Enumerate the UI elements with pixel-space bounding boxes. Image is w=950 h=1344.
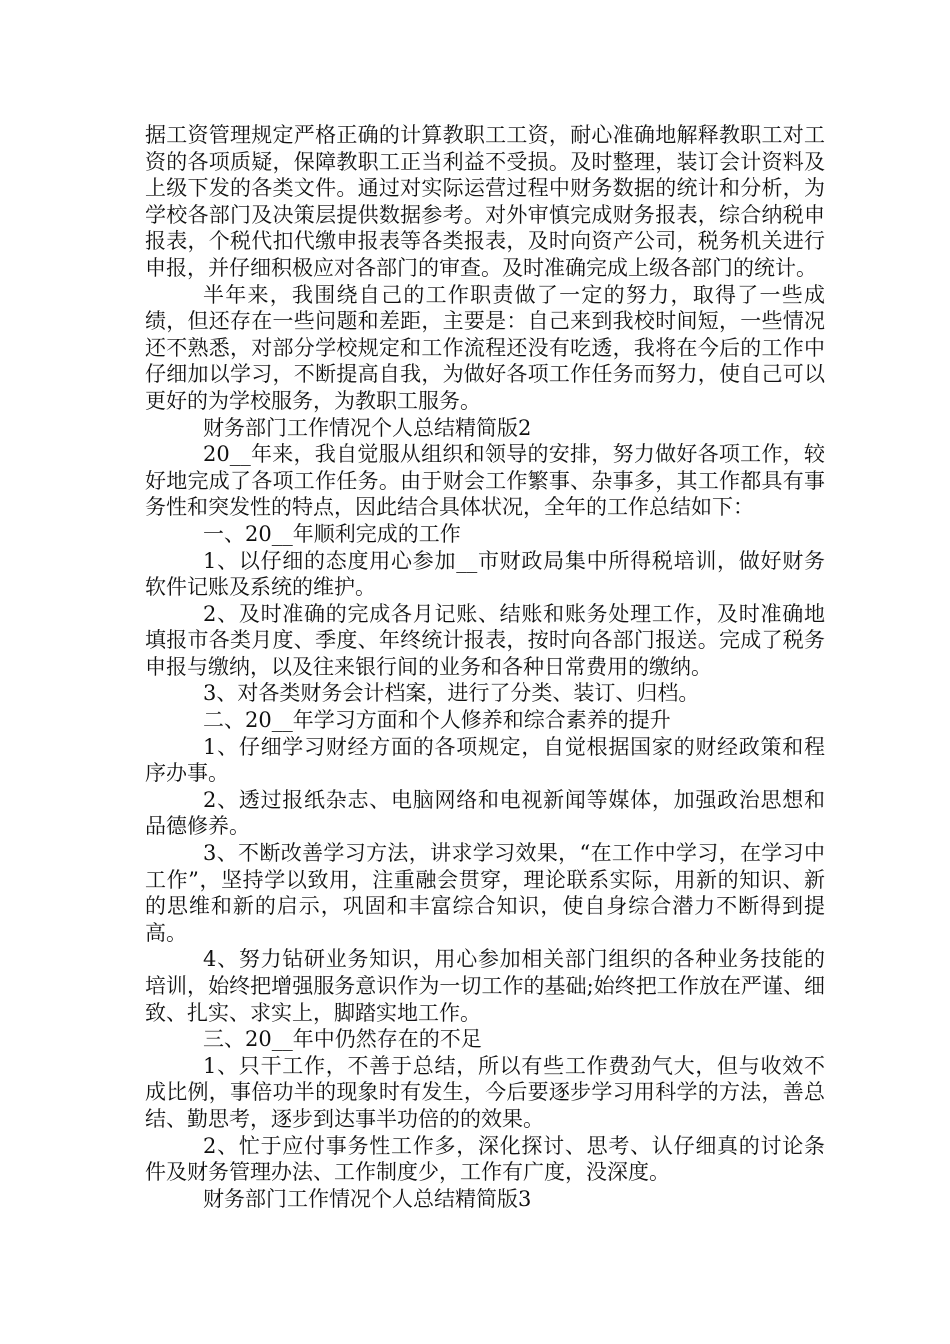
list-item-completed-1: 1、以仔细的态度用心参加__市财政局集中所得税培训，做好财务软件记账及系统的维护。 [145,548,825,600]
subheading-learning: 二、20__年学习方面和个人修养和综合素养的提升 [203,708,671,733]
paragraph-intro: 20__年来，我自觉服从组织和领导的安排，努力做好各项工作，较好地完成了各项工作任务。由于财会工作繁事、杂事多，其工作都具有事务性和突发性的特点，因此结合具体状况，全年的工作总结如下： [145,442,825,520]
list-item-shortcoming-1: 1、只干工作，不善于总结，所以有些工作费劲气大，但与收效不成比例，事倍功半的现象时有发生，今后要逐步学习用科学的方法，善总结、勤思考，逐步到达事半功倍的的效果。 [145,1053,825,1131]
list-item-learning-3: 3、不断改善学习方法，讲求学习效果，“在工作中学习，在学习中工作”，坚持学以致用，注重融会贯穿，理论联系实际，用新的知识、新的思维和新的启示，巩固和丰富综合知识，使自身综合潜力不断得到提高。 [145,841,825,945]
list-item-completed-2: 2、及时准确的完成各月记账、结账和账务处理工作，及时准确地填报市各类月度、季度、年终统计报表，按时向各部门报送。完成了税务申报与缴纳，以及往来银行间的业务和各种日常费用的缴纳。 [145,601,825,679]
section-title-version-3: 财务部门工作情况个人总结精简版3 [203,1186,532,1211]
paragraph-half-year-summary: 半年来，我围绕自己的工作职责做了一定的努力，取得了一些成绩，但还存在一些问题和差距，主要是：自己来到我校时间短，一些情况还不熟悉，对部分学校规定和工作流程还没有吃透，我将在今后的工作中仔细加以学习，不断提高自我，为做好各项工作任务而努力，使自己可以更好的为学校服务，为教职工服务。 [145,282,825,413]
list-item-learning-2: 2、透过报纸杂志、电脑网络和电视新闻等媒体，加强政治思想和品德修养。 [145,787,825,839]
list-item-learning-1: 1、仔细学习财经方面的各项规定，自觉根据国家的财经政策和程序办事。 [145,734,825,786]
section-title-version-2: 财务部门工作情况个人总结精简版2 [203,415,532,440]
paragraph-salary-duties: 据工资管理规定严格正确的计算教职工工资，耐心准确地解释教职工对工资的各项质疑，保障教职工正当利益不受损。及时整理，装订会计资料及上级下发的各类文件。通过对实际运营过程中财务数据的统计和分析，为学校各部门及决策层提供数据参考。对外审慎完成财务报表，综合纳税申报表，个税代扣代缴申报表等各类报表，及时向资产公司，税务机关进行申报，并仔细积极应对各部门的审查。及时准确完成上级各部门的统计。 [145,123,825,280]
subheading-completed-work: 一、20__年顺利完成的工作 [203,521,461,546]
list-item-shortcoming-2: 2、忙于应付事务性工作多，深化探讨、思考、认仔细真的讨论条件及财务管理办法、工作制度少，工作有广度，没深度。 [145,1133,825,1185]
list-item-learning-4: 4、努力钻研业务知识，用心参加相关部门组织的各种业务技能的培训，始终把增强服务意识作为一切工作的基础;始终把工作放在严谨、细致、扎实、求实上，脚踏实地工作。 [145,947,825,1025]
subheading-shortcomings: 三、20__年中仍然存在的不足 [203,1027,482,1052]
document-page [145,122,825,1212]
list-item-completed-3: 3、对各类财务会计档案，进行了分类、装订、归档。 [203,681,700,706]
